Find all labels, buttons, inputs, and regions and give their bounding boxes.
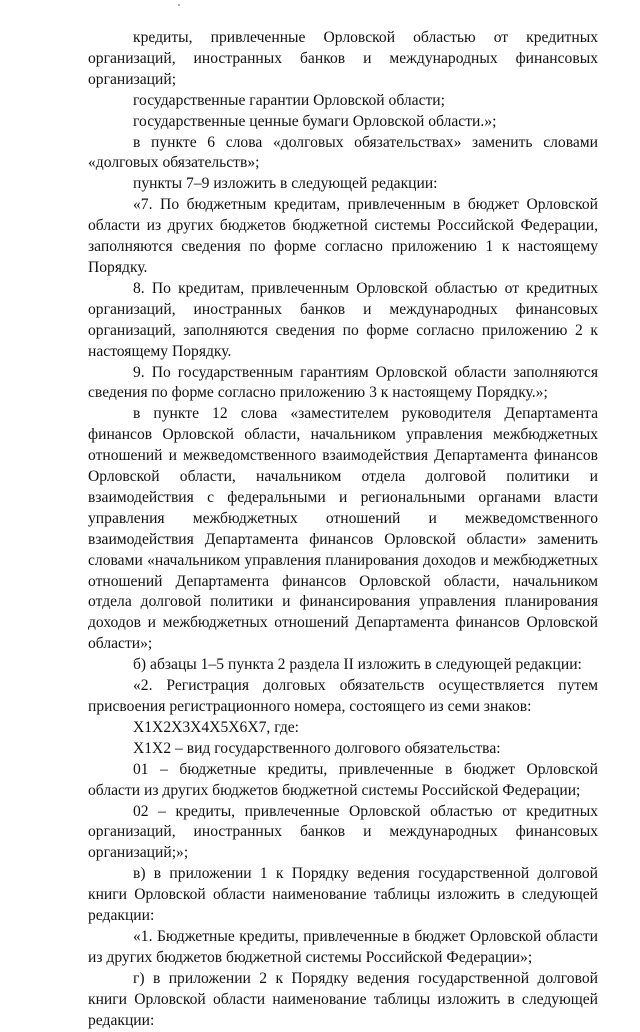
paragraph: государственные гарантии Орловской области; <box>133 91 445 109</box>
paragraph: 02 – кредиты, привлеченные Орловской областью от кредитных организаций, иностранных банков и международных финансовых организаций;»; <box>88 802 598 862</box>
document-body <box>88 28 598 1032</box>
paragraph: кредиты, привлеченные Орловской областью от кредитных организаций, иностранных банков и международных финансовых организаций; <box>88 29 598 88</box>
paragraph: пункты 7–9 изложить в следующей редакции: <box>133 175 438 193</box>
scan-speck <box>178 4 180 6</box>
paragraph: «7. По бюджетным кредитам, привлеченным в бюджет Орловской области из других бюджетов бюджетной системы Российской Федерации, заполняются сведения по форме согласно приложению 1 к настоящему Порядку. <box>88 196 598 276</box>
paragraph: в) в приложении 1 к Порядку ведения государственной долговой книги Орловской области наименование таблицы изложить в следующей редакции: <box>88 865 598 925</box>
paragraph: в пункте 6 слова «долговых обязательствах» заменить словами «долговых обязательств»; <box>88 133 598 172</box>
paragraph: X1X2 – вид государственного долгового обязательства: <box>133 739 501 757</box>
paragraph: 01 – бюджетные кредиты, привлеченные в бюджет Орловской области из других бюджетов бюджетной системы Российской Федерации; <box>88 760 598 799</box>
paragraph: «2. Регистрация долговых обязательств осуществляется путем присвоения регистрационного номера, состоящего из семи знаков: <box>88 677 598 715</box>
paragraph: «1. Бюджетные кредиты, привлеченные в бюджет Орловской области из других бюджетов бюджетной системы Российской Федерации»; <box>88 927 598 966</box>
paragraph: 9. По государственным гарантиям Орловской области заполняются сведения по форме согласно приложению 3 к настоящему Порядку.»; <box>88 363 598 402</box>
paragraph: г) в приложении 2 к Порядку ведения государственной долговой книги Орловской области наименование таблицы изложить в следующей редакции: <box>88 969 598 1029</box>
paragraph: 8. По кредитам, привлеченным Орловской областью от кредитных организаций, иностранных банков и международных финансовых организаций, заполняются сведения по форме согласно приложению 2 к настоящему Порядку. <box>88 279 598 360</box>
paragraph: X1X2X3X4X5X6X7, где: <box>133 718 300 736</box>
paragraph: государственные ценные бумаги Орловской области.»; <box>133 112 497 130</box>
paragraph: б) абзацы 1–5 пункта 2 раздела II изложить в следующей редакции: <box>133 656 582 674</box>
paragraph: в пункте 12 слова «заместителем руководителя Департамента финансов Орловской области, начальником управления межбюджетных отношений и межведомственного взаимодействия Департамента финансов Орловской области, начальником отдела долговой политики и взаимодействия с федеральными и региональными органами власти управления межбюджетных отношений и межведомственного взаимодействия Департамента финансов Орловской области» заменить словами «начальником управления планирования доходов и межбюджетных отношений Департамента финансов Орловской области, начальником отдела долговой политики и финансирования управления планирования доходов и межбюджетных отношений Департамента финансов Орловской области»; <box>88 405 598 653</box>
